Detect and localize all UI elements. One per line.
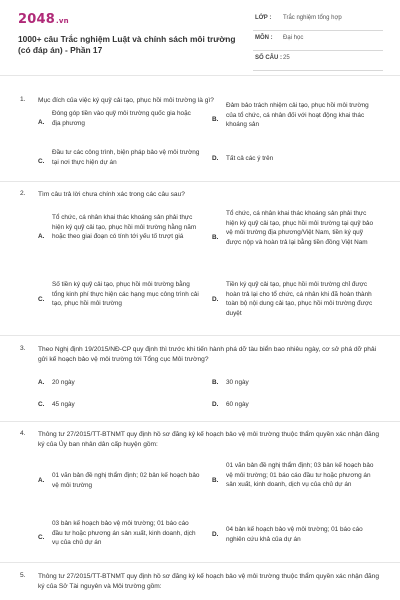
option-letter: D. [212,401,219,408]
question-number: 5. [20,572,26,579]
meta-row-count [253,51,383,71]
worksheet-title: 1000+ câu Trắc nghiệm Luật và chính sách môi trường (có đáp án) - Phần 17 [18,34,236,55]
option-letter: C. [38,401,45,408]
option-text: 04 bản kế hoạch bảo vệ môi trường; 01 báo cáo nghiên cứu khả của dự án [226,526,363,543]
option-letter: B. [212,234,219,241]
option-text: Tiền ký quỹ cải tạo, phục hồi môi trường chỉ được hoàn trả lại cho tổ chức, cá nhân khi đã hoàn thành toàn bộ nội dung cải tạo, phục hồi môi trường được duyệt [226,281,373,317]
option-letter: C. [38,296,45,303]
header-divider [0,75,400,76]
option-text: 45 ngày [52,401,75,408]
question-text: Thông tư 27/2015/TT-BTNMT quy định hồ sơ đăng ký kế hoạch bảo vệ môi trường thuộc thẩm quyền xác nhận đăng ký của Sở Tài nguyên và Môi trường gồm: [38,573,380,590]
option-letter: D. [212,296,219,303]
option-letter: B. [212,116,219,123]
meta-label: SỐ CÂU : [255,55,282,61]
question-divider [0,421,400,422]
meta-row-class [253,11,383,31]
option-letter: C. [38,534,45,541]
option-letter: C. [38,158,45,165]
option-text: 20 ngày [52,379,75,386]
question-text: Tìm câu trả lời chưa chính xác trong các câu sau? [38,191,185,198]
option-text: Đảm bảo trách nhiệm cải tạo, phục hồi môi trường của tổ chức, cá nhân đối với hoạt động khai thác khoáng sản [226,102,369,129]
option-text: 30 ngày [226,379,249,386]
option-text: 01 văn bản đề nghị thẩm định; 02 bản kế hoạch bảo vệ môi trường [52,472,200,489]
option-text: Tất cả các ý trên [226,155,274,162]
question-text: Thông tư 27/2015/TT-BTNMT quy định hồ sơ đăng ký kế hoạch bảo vệ môi trường thuộc thẩm quyền xác nhận đăng ký của Ủy ban nhân dân cấp huyện gồm: [38,431,380,448]
question-text: Theo Nghị định 19/2015/NĐ-CP quy định thì trước khi tiến hành phá dỡ tàu biển bao nhiêu ngày, cơ sở phá dỡ phải gửi kế hoạch bảo vệ môi trường tới Tổng cục Môi trường? [38,346,377,363]
option-text: Tổ chức, cá nhân khai thác khoáng sản phải thực hiện ký quỹ cải tạo, phục hồi môi trường tại quỹ bảo vệ môi trường địa phương/Việt Nam, tiền ký quỹ được nộp và hoàn trả lại bằng tiền đồng Việt Nam [226,210,374,246]
question-divider [0,562,400,563]
meta-row-subject [253,31,383,51]
question-divider [0,181,400,182]
option-text: Đóng góp tiền vào quỹ môi trường quốc gia hoặc địa phương [52,110,191,127]
question-number: 3. [20,345,26,352]
option-letter: A. [38,233,45,240]
option-text: 60 ngày [226,401,249,408]
question-divider [0,335,400,336]
meta-value: Trắc nghiệm tổng hợp [283,15,342,21]
meta-label: MÔN : [255,35,273,41]
option-letter: A. [38,379,45,386]
meta-value: Đại học [283,35,304,41]
option-letter: A. [38,477,45,484]
option-text: Tổ chức, cá nhân khai thác khoáng sản phải thực hiện ký quỹ cải tạo, phục hồi môi trường hằng năm hoặc theo giai đoạn có tính tới yếu tố trượt giá [52,214,197,241]
question-number: 4. [20,430,26,437]
option-text: 03 bản kế hoạch bảo vệ môi trường; 01 báo cáo đầu tư hoặc phương án sản xuất, kinh doanh, dịch vụ của chủ dự án [52,520,196,547]
meta-value: 25 [283,55,290,61]
question-number: 1. [20,96,26,103]
option-letter: D. [212,531,219,538]
meta-label: LỚP : [255,15,272,21]
site-logo[interactable]: 2048.vn [18,12,69,27]
option-text: Đầu tư các công trình, biện pháp bảo vệ môi trường tại nơi thực hiện dự án [52,149,200,166]
question-number: 2. [20,190,26,197]
worksheet-header [0,0,400,70]
option-letter: B. [212,379,219,386]
option-text: 01 văn bản đề nghị thẩm định; 03 bản kế hoạch bảo vệ môi trường; 01 báo cáo đầu tư hoặc phương án sản xuất, kinh doanh, dịch vụ của chủ dự án [226,462,374,489]
option-letter: B. [212,477,219,484]
option-text: Số tiền ký quỹ cải tạo, phục hồi môi trường bằng tổng kinh phí thực hiện các hạng mục công trình cải tạo, phục hồi môi trường [52,281,199,308]
meta-box [253,11,383,71]
option-letter: A. [38,119,45,126]
question-text: Mục đích của việc ký quỹ cải tạo, phục hồi môi trường là gì? [38,97,214,104]
option-letter: D. [212,155,219,162]
